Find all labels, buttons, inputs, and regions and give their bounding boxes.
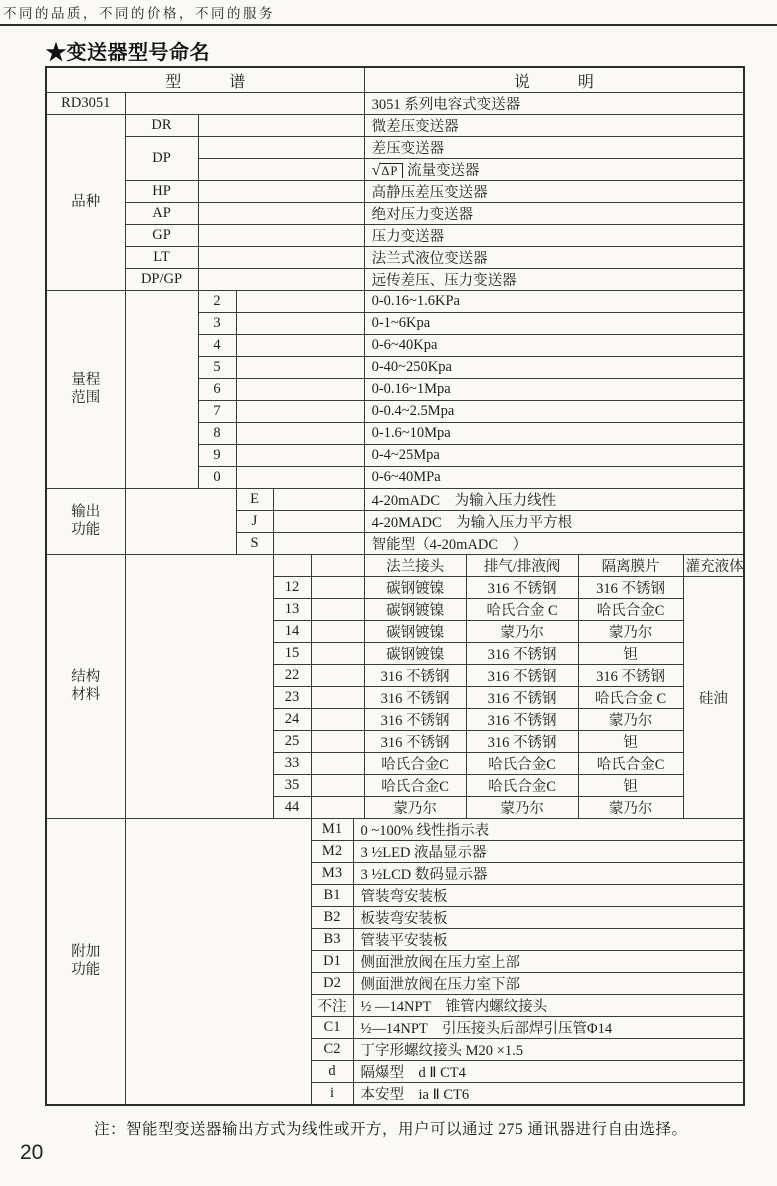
materials-col-diaphragm: 隔离膜片	[578, 555, 683, 577]
output-code: J	[236, 511, 273, 533]
range-desc: 0-1~6Kpa	[364, 313, 744, 335]
empty-cell	[311, 555, 364, 577]
output-desc: 智能型（4-20mADC ）	[364, 533, 744, 555]
variety-desc: 差压变送器	[364, 137, 744, 159]
variety-label-text: 品种	[71, 193, 101, 210]
empty-cell	[273, 533, 364, 555]
materials-code: 23	[273, 687, 311, 709]
materials-flange: 碳钢镀镍	[364, 643, 466, 665]
variety-row	[46, 247, 744, 269]
range-desc: 0-0.4~2.5Mpa	[364, 401, 744, 423]
extras-code: C1	[311, 1017, 353, 1039]
materials-valve: 蒙乃尔	[466, 621, 578, 643]
materials-valve: 哈氏合金C	[466, 753, 578, 775]
range-code: 9	[198, 445, 236, 467]
variety-desc-flow	[364, 159, 744, 181]
materials-flange: 蒙乃尔	[364, 797, 466, 819]
output-row	[46, 489, 744, 511]
extras-desc: ½—14NPT 引压接头后部焊引压管Φ14	[353, 1017, 744, 1039]
footnote: 注：智能型变送器输出方式为线性或开方，用户可以通过 275 通讯器进行自由选择。	[94, 1121, 688, 1138]
empty-cell	[125, 291, 198, 489]
variety-code: DR	[125, 115, 198, 137]
table-header-row	[46, 67, 744, 93]
empty-cell	[311, 709, 364, 731]
series-desc: 3051 系列电容式变送器	[364, 93, 744, 115]
empty-cell	[311, 775, 364, 797]
empty-cell	[273, 489, 364, 511]
range-desc: 0-6~40Kpa	[364, 335, 744, 357]
materials-code: 13	[273, 599, 311, 621]
empty-cell	[198, 247, 364, 269]
range-desc: 0-0.16~1Mpa	[364, 379, 744, 401]
materials-flange: 哈氏合金C	[364, 775, 466, 797]
variety-code: DP	[125, 137, 198, 181]
header-model-spectrum: 型 谱	[46, 67, 364, 93]
range-desc: 0-40~250Kpa	[364, 357, 744, 379]
variety-row	[46, 269, 744, 291]
header-description: 说 明	[364, 67, 744, 93]
materials-diaphragm: 钽	[578, 775, 683, 797]
extras-desc: ½ —14NPT 锥管内螺纹接头	[353, 995, 744, 1017]
materials-code: 12	[273, 577, 311, 599]
output-code: S	[236, 533, 273, 555]
variety-code: DP/GP	[125, 269, 198, 291]
variety-code: HP	[125, 181, 198, 203]
materials-diaphragm: 哈氏合金 C	[578, 687, 683, 709]
range-code: 4	[198, 335, 236, 357]
extras-desc: 板装弯安装板	[353, 907, 744, 929]
extras-code: 不注	[311, 995, 353, 1017]
extras-code: D1	[311, 951, 353, 973]
extras-code: M2	[311, 841, 353, 863]
variety-code: GP	[125, 225, 198, 247]
empty-cell	[198, 225, 364, 247]
materials-diaphragm: 蒙乃尔	[578, 797, 683, 819]
range-code: 3	[198, 313, 236, 335]
variety-desc: 远传差压、压力变送器	[364, 269, 744, 291]
materials-fill-fluid: 硅油	[683, 577, 744, 819]
empty-cell	[198, 181, 364, 203]
empty-cell	[311, 621, 364, 643]
materials-valve: 316 不锈钢	[466, 577, 578, 599]
output-desc: 4-20mADC 为输入压力线性	[364, 489, 744, 511]
extras-code: i	[311, 1083, 353, 1106]
range-label-text: 量程范围	[71, 372, 101, 406]
materials-code: 14	[273, 621, 311, 643]
empty-cell	[125, 489, 236, 555]
empty-cell	[125, 93, 364, 115]
empty-cell	[198, 203, 364, 225]
materials-valve: 哈氏合金C	[466, 775, 578, 797]
materials-flange: 碳钢镀镍	[364, 577, 466, 599]
materials-flange: 316 不锈钢	[364, 709, 466, 731]
variety-code: LT	[125, 247, 198, 269]
variety-desc: 压力变送器	[364, 225, 744, 247]
empty-cell	[236, 335, 364, 357]
empty-cell	[198, 159, 364, 181]
materials-diaphragm: 钽	[578, 643, 683, 665]
range-code: 7	[198, 401, 236, 423]
extras-desc: 侧面泄放阀在压力室下部	[353, 973, 744, 995]
empty-cell	[236, 467, 364, 489]
empty-cell	[236, 445, 364, 467]
variety-row	[46, 181, 744, 203]
variety-desc: 高静压差压变送器	[364, 181, 744, 203]
materials-col-valve: 排气/排液阀	[466, 555, 578, 577]
empty-cell	[236, 291, 364, 313]
range-code: 0	[198, 467, 236, 489]
materials-valve: 316 不锈钢	[466, 665, 578, 687]
materials-diaphragm: 蒙乃尔	[578, 709, 683, 731]
extras-row	[46, 819, 744, 841]
range-code: 5	[198, 357, 236, 379]
header-rule	[0, 24, 777, 26]
materials-flange: 碳钢镀镍	[364, 621, 466, 643]
range-row	[46, 291, 744, 313]
materials-col-fluid: 灌充液体	[683, 555, 744, 577]
variety-label	[46, 115, 125, 291]
empty-cell	[311, 753, 364, 775]
materials-code: 35	[273, 775, 311, 797]
empty-cell	[125, 555, 273, 819]
page-number: 20	[20, 1141, 44, 1164]
empty-cell	[311, 665, 364, 687]
empty-cell	[236, 379, 364, 401]
range-desc: 0-4~25Mpa	[364, 445, 744, 467]
materials-header-row	[46, 555, 744, 577]
output-desc: 4-20MADC 为输入压力平方根	[364, 511, 744, 533]
materials-valve: 蒙乃尔	[466, 797, 578, 819]
empty-cell	[236, 357, 364, 379]
page-slogan: 不同的品质，不同的价格，不同的服务	[3, 6, 275, 21]
empty-cell	[198, 137, 364, 159]
materials-diaphragm: 钽	[578, 731, 683, 753]
materials-code: 24	[273, 709, 311, 731]
materials-valve: 316 不锈钢	[466, 709, 578, 731]
extras-code: d	[311, 1061, 353, 1083]
materials-flange: 316 不锈钢	[364, 687, 466, 709]
variety-desc: 绝对压力变送器	[364, 203, 744, 225]
materials-code: 22	[273, 665, 311, 687]
extras-label	[46, 819, 125, 1106]
variety-desc: 法兰式液位变送器	[364, 247, 744, 269]
output-code: E	[236, 489, 273, 511]
variety-code: AP	[125, 203, 198, 225]
output-label	[46, 489, 125, 555]
empty-cell	[311, 577, 364, 599]
materials-code: 33	[273, 753, 311, 775]
materials-valve: 哈氏合金 C	[466, 599, 578, 621]
materials-code: 44	[273, 797, 311, 819]
materials-valve: 316 不锈钢	[466, 687, 578, 709]
materials-label	[46, 555, 125, 819]
extras-desc: 本安型 ia Ⅱ CT6	[353, 1083, 744, 1106]
materials-diaphragm: 蒙乃尔	[578, 621, 683, 643]
extras-code: B2	[311, 907, 353, 929]
extras-code: M3	[311, 863, 353, 885]
extras-code: M1	[311, 819, 353, 841]
range-code: 2	[198, 291, 236, 313]
empty-cell	[198, 115, 364, 137]
variety-desc: 微差压变送器	[364, 115, 744, 137]
materials-col-flange: 法兰接头	[364, 555, 466, 577]
materials-valve: 316 不锈钢	[466, 731, 578, 753]
empty-cell	[311, 731, 364, 753]
sqrt-arg: ΔP	[380, 163, 403, 178]
extras-desc: 侧面泄放阀在压力室上部	[353, 951, 744, 973]
extras-desc: 丁字形螺纹接头 M20 ×1.5	[353, 1039, 744, 1061]
range-desc: 0-0.16~1.6KPa	[364, 291, 744, 313]
empty-cell	[311, 797, 364, 819]
empty-cell	[236, 401, 364, 423]
materials-flange: 316 不锈钢	[364, 665, 466, 687]
range-code: 6	[198, 379, 236, 401]
model-naming-table	[45, 66, 745, 1106]
materials-valve: 316 不锈钢	[466, 643, 578, 665]
variety-row	[46, 115, 744, 137]
materials-diaphragm: 316 不锈钢	[578, 665, 683, 687]
range-desc: 0-6~40MPa	[364, 467, 744, 489]
extras-desc: 管装弯安装板	[353, 885, 744, 907]
page-title: ★变送器型号命名	[46, 42, 210, 64]
materials-diaphragm: 316 不锈钢	[578, 577, 683, 599]
range-desc: 0-1.6~10Mpa	[364, 423, 744, 445]
extras-desc: 隔爆型 d Ⅱ CT4	[353, 1061, 744, 1083]
extras-desc: 管装平安装板	[353, 929, 744, 951]
range-label	[46, 291, 125, 489]
materials-code: 25	[273, 731, 311, 753]
variety-row	[46, 137, 744, 159]
extras-desc: 3 ½LED 液晶显示器	[353, 841, 744, 863]
series-row	[46, 93, 744, 115]
extras-code: C2	[311, 1039, 353, 1061]
materials-flange: 碳钢镀镍	[364, 599, 466, 621]
range-code: 8	[198, 423, 236, 445]
materials-label-text: 结构材料	[71, 669, 101, 703]
materials-code: 15	[273, 643, 311, 665]
empty-cell	[311, 599, 364, 621]
empty-cell	[236, 313, 364, 335]
empty-cell	[273, 555, 311, 577]
materials-diaphragm: 哈氏合金C	[578, 599, 683, 621]
extras-code: B3	[311, 929, 353, 951]
empty-cell	[236, 423, 364, 445]
extras-code: B1	[311, 885, 353, 907]
empty-cell	[198, 269, 364, 291]
output-label-text: 输出功能	[71, 504, 101, 538]
materials-flange: 316 不锈钢	[364, 731, 466, 753]
variety-row	[46, 203, 744, 225]
extras-desc: 3 ½LCD 数码显示器	[353, 863, 744, 885]
empty-cell	[311, 687, 364, 709]
sqrt-sign: √	[371, 162, 381, 179]
extras-desc: 0 ~100% 线性指示表	[353, 819, 744, 841]
extras-code: D2	[311, 973, 353, 995]
empty-cell	[125, 819, 311, 1106]
variety-row	[46, 225, 744, 247]
series-code: RD3051	[46, 93, 125, 115]
materials-flange: 哈氏合金C	[364, 753, 466, 775]
extras-label-text: 附加功能	[71, 944, 101, 978]
empty-cell	[273, 511, 364, 533]
empty-cell	[311, 643, 364, 665]
materials-diaphragm: 哈氏合金C	[578, 753, 683, 775]
variety-desc-text: 流量变送器	[407, 163, 480, 179]
